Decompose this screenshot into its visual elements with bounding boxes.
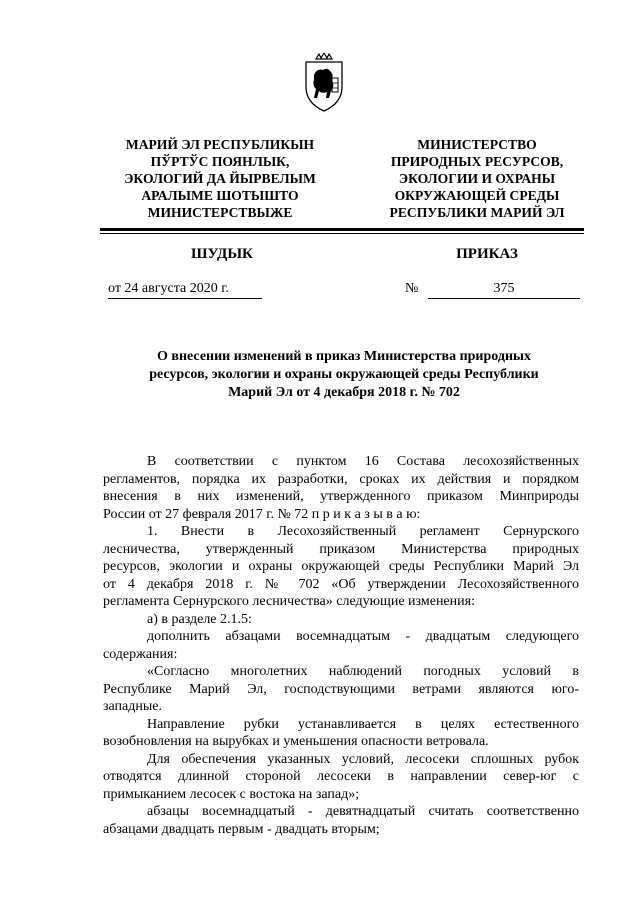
body-line: отводятся длинной стороной лесосеки в направлении север-юг с	[103, 769, 579, 784]
body-line: 1. Внести в Лесохозяйственный регламент Сернурского	[147, 524, 579, 539]
doc-type-mari: ШУДЫК	[191, 246, 253, 262]
header-divider-thick	[100, 228, 584, 231]
body-line: Республике Марий Эл, господствующими ветрами являются юго-	[103, 681, 579, 697]
ministry-name-mari	[100, 136, 340, 221]
body-line: дополнить абзацами восемнадцатым - двадцатым следующего	[147, 629, 579, 644]
order-subject-line: ресурсов, экологии и охраны окружающей среды Республики	[149, 367, 539, 382]
ministry-name-russian-line: МИНИСТЕРСТВО	[417, 137, 537, 152]
ministry-name-mari-line: МАРИЙ ЭЛ РЕСПУБЛИКЫН	[125, 137, 315, 152]
ministry-name-russian-line: ОКРУЖАЮЩЕЙ СРЕДЫ	[394, 188, 560, 203]
order-body	[103, 453, 579, 838]
body-line: «Согласно многолетних наблюдений погодных условий в	[147, 664, 579, 679]
body-line: абзацами двадцать первым - двадцать вторым;	[103, 821, 380, 837]
order-number: 375	[428, 281, 580, 299]
ministry-name-mari-line: АРАЛЫМЕ ШОТЫШТО	[141, 188, 299, 203]
ministry-name-russian-line: ЭКОЛОГИИ И ОХРАНЫ	[398, 171, 556, 186]
body-line: Направление рубки устанавливается в целях естественного	[147, 716, 579, 732]
body-line: а) в разделе 2.1.5:	[147, 611, 252, 627]
ministry-name-mari-line: ПЎРТЎС ПОЯНЛЫК,	[150, 154, 290, 169]
header-divider-thin	[100, 233, 584, 234]
body-line: от 4 декабря 2018 г. № 702 «Об утверждении Лесохозяйственного	[103, 576, 579, 592]
body-line: России от 27 февраля 2017 г. № 72 п р и к а з ы в а ю:	[103, 506, 421, 522]
doc-type-russian: ПРИКАЗ	[456, 246, 518, 262]
order-date: от 24 августа 2020 г.	[108, 281, 262, 299]
ministry-name-mari-line: МИНИСТЕРСТВЫЖЕ	[147, 205, 293, 220]
body-line: ресурсов, экологии и охраны окружающей среды Республики Марий Эл	[103, 559, 579, 574]
ministry-name-russian-line: ПРИРОДНЫХ РЕСУРСОВ,	[390, 154, 564, 169]
order-subject-line: О внесении изменений в приказ Министерства природных	[157, 349, 531, 364]
body-line: внесения в них изменений, утвержденного приказом Минприроды	[103, 489, 579, 504]
body-line: западные.	[103, 699, 163, 714]
ministry-name-russian	[362, 136, 592, 221]
coat-of-arms-icon	[303, 53, 345, 113]
body-line: возобновления на вырубках и уменьшения опасности ветровала.	[103, 734, 489, 749]
order-number-label: №	[405, 281, 419, 296]
body-line: содержания:	[103, 646, 178, 662]
order-subject-line: Марий Эл от 4 декабря 2018 г. № 702	[228, 385, 460, 400]
body-line: примыканием лесосек с востока на запад»;	[103, 786, 360, 802]
ministry-name-russian-line: РЕСПУБЛИКИ МАРИЙ ЭЛ	[389, 205, 565, 220]
body-line: Для обеспечения указанных условий, лесосеки сплошных рубок	[147, 751, 579, 767]
body-line: регламентов, порядка их разработки, сроках их действия и порядком	[103, 471, 579, 487]
ministry-name-mari-line: ЭКОЛОГИЙ ДА ЙЫРВЕЛЫМ	[124, 171, 316, 186]
body-line: В соответствии с пунктом 16 Состава лесохозяйственных	[147, 454, 579, 469]
body-line: абзацы восемнадцатый - девятнадцатый считать соответственно	[147, 804, 579, 819]
order-subject	[114, 348, 574, 402]
body-line: регламента Сернурского лесничества» следующие изменения:	[103, 594, 475, 609]
body-line: лесничества, утвержденный приказом Министерства природных	[103, 541, 579, 557]
